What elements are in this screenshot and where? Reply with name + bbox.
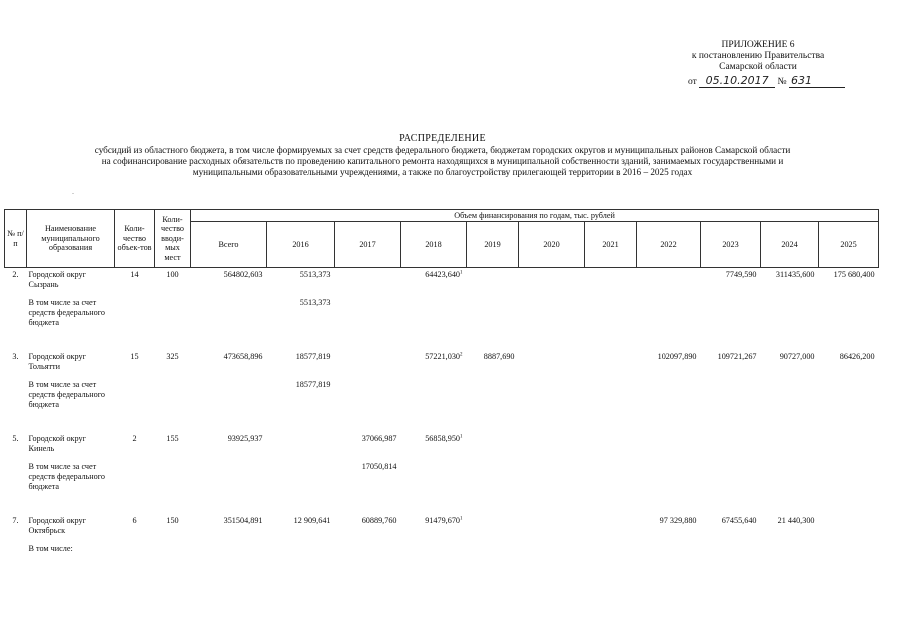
footnote-mark: 2	[460, 352, 463, 358]
row-total: 351504,891	[223, 516, 263, 525]
subrow-2017	[335, 296, 401, 350]
table-row	[5, 350, 879, 378]
header-year-2018: 2018	[401, 222, 467, 268]
row-places: 155	[166, 434, 179, 443]
row-objects: 6	[132, 516, 137, 525]
subrow-label: В том числе за счет средств федерального бюджета	[28, 298, 106, 327]
row-2022	[637, 432, 701, 460]
row-2020	[519, 514, 585, 542]
header-objects: Коли-чество объек-тов	[115, 210, 155, 268]
handwritten-number: 631	[789, 74, 845, 88]
footnote-mark: 1	[460, 434, 463, 440]
table-row	[5, 432, 879, 460]
value-2018: 56858,950	[425, 434, 460, 443]
row-2019: 8887,690	[483, 352, 515, 361]
row-total: 473658,896	[223, 352, 263, 361]
header-year-2022: 2022	[637, 222, 701, 268]
row-2023: 67455,640	[721, 516, 757, 525]
row-name: Городской округ Октябрьск	[28, 516, 86, 535]
value-2018: 57221,030	[425, 352, 460, 361]
row-num: 7.	[12, 516, 19, 525]
table-subrow	[5, 378, 879, 432]
row-2023: 7749,590	[725, 270, 757, 279]
row-2023	[701, 432, 761, 460]
document-title: РАСПРЕДЕЛЕНИЕ	[399, 133, 486, 144]
resolution-date-number	[688, 74, 845, 88]
header-funding-group: Объем финансирования по годам, тыс. рублей	[191, 210, 879, 222]
row-2022: 102097,890	[657, 352, 697, 361]
annex-title: ПРИЛОЖЕНИЕ 6	[721, 40, 795, 50]
table-subrow	[5, 542, 879, 596]
subtitle-line-2: на софинансирование расходных обязательств по проведению капитального ремонта находящихся в муниципальной собственности зданий, занимаемых государственными и	[101, 156, 784, 166]
subrow-2017	[335, 542, 401, 596]
table-row	[5, 268, 879, 297]
header-places: Коли-чество вводи-мых мест	[155, 210, 191, 268]
header-year-2025: 2025	[819, 222, 879, 268]
subrow-2016	[267, 542, 335, 596]
row-2021	[585, 350, 637, 378]
funding-table	[4, 209, 879, 596]
row-2016	[267, 432, 335, 460]
row-2020	[519, 350, 585, 378]
row-2019	[467, 268, 519, 297]
annex-region: Самарской области	[719, 62, 797, 72]
header-num: № п/п	[5, 210, 27, 268]
subrow-2017	[335, 378, 401, 432]
subrow-2016: 18577,819	[295, 380, 331, 389]
row-places: 150	[166, 516, 179, 525]
row-2016: 12 909,641	[293, 516, 331, 525]
value-2018: 64423,640	[425, 270, 460, 279]
row-2023: 109721,267	[717, 352, 757, 361]
row-2022	[637, 268, 701, 297]
row-2018	[401, 514, 467, 542]
row-places: 325	[166, 352, 179, 361]
row-2019	[467, 514, 519, 542]
row-2024: 311435,600	[775, 270, 815, 279]
footnote-mark: 1	[460, 270, 463, 276]
header-total: Всего	[191, 222, 267, 268]
row-2021	[585, 514, 637, 542]
header-name: Наименование муниципального образования	[27, 210, 115, 268]
row-2017: 60889,760	[361, 516, 397, 525]
header-year-2019: 2019	[467, 222, 519, 268]
row-2017	[335, 350, 401, 378]
header-year-2020: 2020	[519, 222, 585, 268]
subrow-2016: 5513,373	[299, 298, 331, 307]
table-subrow	[5, 460, 879, 514]
row-2025: 175 680,400	[833, 270, 875, 279]
row-2018	[401, 432, 467, 460]
row-num: 5.	[12, 434, 19, 443]
subtitle-line-3: муниципальными образовательными учреждениями, а также по благоустройству прилегающей территории в 2016 – 2025 годах	[192, 167, 693, 177]
row-2021	[585, 268, 637, 297]
footnote-mark: 1	[460, 516, 463, 522]
from-label: от	[688, 77, 697, 87]
row-2021	[585, 432, 637, 460]
table-row	[5, 514, 879, 542]
row-total: 564802,603	[223, 270, 263, 279]
row-2024: 21 440,300	[777, 516, 815, 525]
subtitle-line-1: субсидий из областного бюджета, в том числе формируемых за счет средств федерального бюджета, бюджетам городских округов и муниципальных районов Самарской области	[94, 145, 791, 155]
row-objects: 15	[130, 352, 139, 361]
annex-ref: к постановлению Правительства	[691, 51, 825, 61]
row-num: 3.	[12, 352, 19, 361]
header-year-2016: 2016	[267, 222, 335, 268]
row-name: Городской округ Сызрань	[28, 270, 86, 289]
row-2020	[519, 432, 585, 460]
row-objects: 14	[130, 270, 139, 279]
row-places: 100	[166, 270, 179, 279]
value-2018: 91479,670	[425, 516, 460, 525]
row-2025	[819, 432, 879, 460]
header-year-2024: 2024	[761, 222, 819, 268]
row-2016: 18577,819	[295, 352, 331, 361]
row-objects: 2	[132, 434, 137, 443]
row-2025: 86426,200	[839, 352, 875, 361]
table-subrow	[5, 296, 879, 350]
annex-header	[663, 40, 853, 73]
subrow-2016	[267, 460, 335, 514]
row-2019	[467, 432, 519, 460]
number-label: №	[777, 77, 787, 87]
row-name: Городской округ Тольятти	[28, 352, 86, 371]
document-subtitle	[15, 145, 870, 178]
row-num: 2.	[12, 270, 19, 279]
row-name: Городской округ Кинель	[28, 434, 86, 453]
row-total: 93925,937	[227, 434, 263, 443]
header-year-2023: 2023	[701, 222, 761, 268]
subrow-label: В том числе за счет средств федерального бюджета	[28, 462, 106, 491]
row-2018	[401, 268, 467, 297]
row-2017	[335, 268, 401, 297]
row-2025	[819, 514, 879, 542]
subrow-label: В том числе:	[28, 544, 73, 553]
row-2017: 37066,987	[361, 434, 397, 443]
stray-dot: .	[72, 187, 74, 196]
row-2024: 90727,000	[779, 352, 815, 361]
handwritten-date: 05.10.2017	[699, 74, 775, 88]
subrow-label: В том числе за счет средств федерального бюджета	[28, 380, 106, 409]
row-2018	[401, 350, 467, 378]
header-year-2017: 2017	[335, 222, 401, 268]
row-2022: 97 329,880	[659, 516, 697, 525]
header-year-2021: 2021	[585, 222, 637, 268]
row-2016: 5513,373	[299, 270, 331, 279]
row-2020	[519, 268, 585, 297]
row-2024	[761, 432, 819, 460]
subrow-2017: 17050,814	[361, 462, 397, 471]
